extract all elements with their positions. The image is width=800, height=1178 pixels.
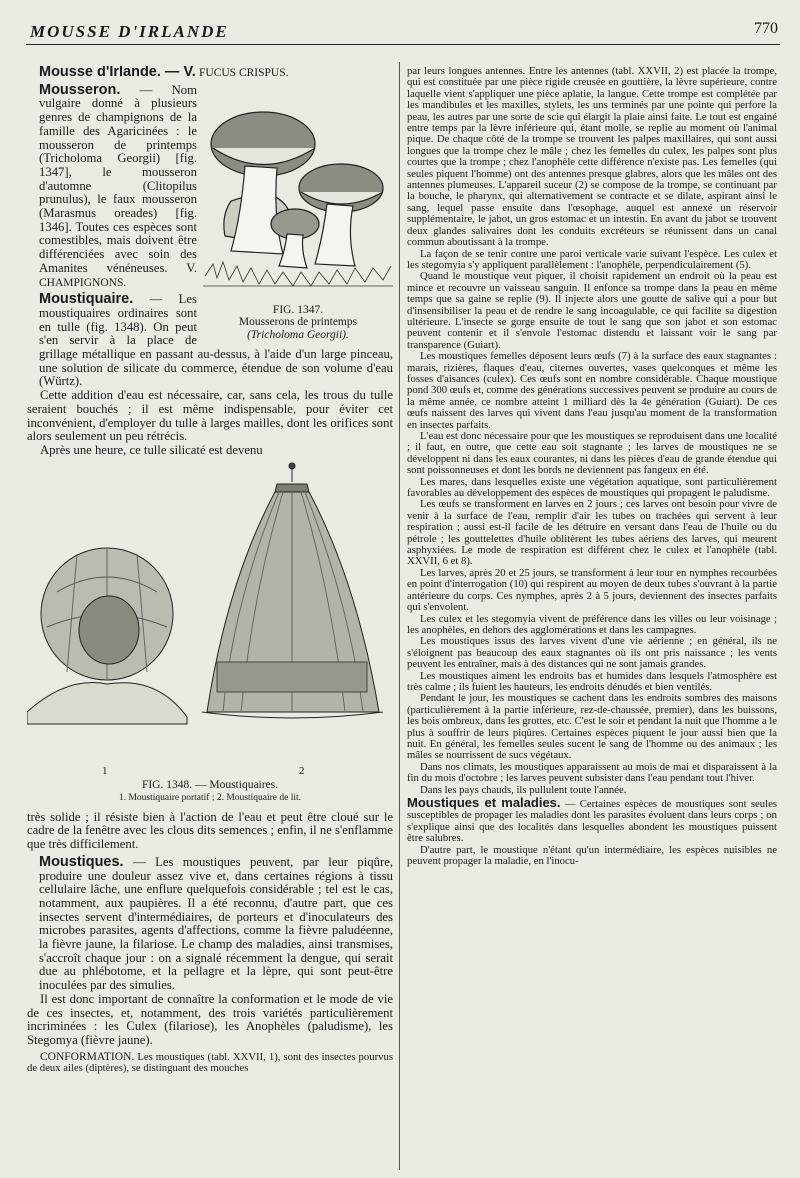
right-paragraph-1: par leurs longues antennes. Entre les antennes (tabl. XXVII, 2) est placée la trompe, qui est constituée par une pièce rigide creusée en gouttière, la lèvre supérieure, contre laquelle vient s'appliquer une pièce aplatie, la langue. Cette trompe est complétée par les mandibules et les maxilles, stylets, les uns terminés par une pointe qui perfore la peau, les autres par une sorte de scie qui élargit la plaie ainsi faite. Le tout est engainé entre temps par la lèvre inférieure qui, étant molle, se replie au moment où l'animal pique. De chaque côté de la trompe se trouvent les palpes maxillaires, qui sont aussi longues que la trompe chez le mâle ; chez les femelles du culex, les palpes sont plus courtes que la trompe ; chez l'anophèle cette différence n'existe pas. Les femelles (qui seules piquent l'homme) ont des antennes presque glabres, alors que les mâles ont des antennes plumeuses. L'appareil suceur (2) se compose de la trompe, se continuant par la bouche, le pharynx, qui alternativement se contracte et se dilate, aspirant ainsi le sang, lequel passe ensuite dans l'œsophage, auquel est annexé un réservoir supplémentaire, le jabot, un gros estomac et un intestin. En avant du jabot se trouvent deux glandes salivaires dont les conduits excréteurs se réunissent dans un canal commun aboutissant à la trompe. <box>407 66 777 249</box>
right-paragraph-14: Dans les pays chauds, ils pullulent toute l'année. <box>420 783 627 796</box>
mosquito-nets-illustration <box>27 462 393 760</box>
mushrooms-illustration <box>203 86 393 304</box>
right-paragraph-4: Les moustiques femelles déposent leurs œufs (7) à la surface des eaux stagnantes : marais, rizières, flaques d'eau, citernes ouvertes, vases quelconques et même les fosses d'aisances (culex). Ces œufs sont en nombre considérable. Chaque moustique pond 300 œufs et, comme des générations successives peuvent se produire au cours de la même année, ce nombre atteint 1 milliard dès la 4e génération (Guiart). De ces œufs naissent des larves qui vivent dans l'eau jusqu'au moment de la transformation en insectes parfaits. <box>407 350 777 431</box>
column-divider <box>399 62 400 1170</box>
figure-1347 <box>203 86 393 342</box>
page-number: 770 <box>754 20 778 37</box>
entry-moustiques: Moustiques. — Les moustiques peuvent, par leur piqûre, produire une douleur assez vive et, dans certaines régions à tissu cellulaire lâche, une enflure quelquefois considérable ; tel est le cas, notamment, aux paupières. Il a été reconnu, d'autre part, que ces insectes servent d'intermédiaires, de porteurs et d'inoculateurs des microbes parasites, agents d'affections, comme la fièvre paludéenne, la fièvre jaune, la filariose. Le champ des maladies, ainsi transmises, s'accroît chaque jour : on a signalé récemment la dengue, qui serait due au phlébotome, et la pellagre et la lèpre, qui sont peut-être inoculées par des simulies. <box>39 853 393 993</box>
right-paragraph-3: Quand le moustique veut piquer, il choisit rapidement un endroit où la peau est mince et recouvre un vaisseau sanguin. Il enfonce sa trompe dans la peau en même temps que sa gaine se replie (9). Il injecte alors une goutte de salive qui a pour but d'insensibiliser la peau et de rendre le sang incoagulable, ce qui facilite sa digestion ultérieure. L'insecte se gorge ensuite de tout le sang que son jabot et son estomac peuvent contenir et il s'envole l'estomac distendu et laissant voir le sang par transparence (Guiart). <box>407 270 777 351</box>
entry-mousse-irlande: Mousse d'Irlande. — V. FUCUS CRISPUS. <box>39 66 289 80</box>
right-paragraph-10: Les moustiques issus des larves vivent d'une vie aérienne ; en général, ils ne s'éloignent pas beaucoup des eaux stagnantes où ils ont pris naissance ; les vents peuvent les entraîner, mais à des distances qui ne sont jamais grandes. <box>407 635 777 671</box>
conformation-section: CONFORMATION. Les moustiques (tabl. XXVII, 1), sont des insectes pourvus de deux ailes (diptères), se distinguant des mouches <box>27 1050 393 1075</box>
right-paragraph-5: L'eau est donc nécessaire pour que les moustiques se reproduisent dans une localité ; il faut, en outre, que cette eau soit stagnante ; les larves de moustiques ne se développent ni dans les eaux courantes, ni dans les pièces d'eau de grande étendue qui sont poissonneuses et dont les bords ne deviennent pas fangeux en été. <box>407 430 777 477</box>
right-paragraph-13: Dans nos climats, les moustiques apparaissent au mois de mai et disparaissent à la fin du mois d'octobre ; les larves peuvent subsister dans l'eau pendant tout l'hiver. <box>407 760 777 785</box>
running-header: MOUSSE D'IRLANDE <box>30 22 229 41</box>
header-rule <box>26 44 780 45</box>
moustiquaire-paragraph-3: Après une heure, ce tulle silicaté est devenu <box>40 442 263 457</box>
right-paragraph-2: La façon de se tenir contre une paroi verticale varie suivant l'espèce. Les culex et les stegomyia s'y appliquent parallèlement : l'anophèle, perpendiculairement (5). <box>407 247 777 271</box>
sublabel-2: 2 <box>299 764 305 777</box>
left-column <box>27 66 393 1166</box>
figure-1348 <box>27 462 393 805</box>
right-paragraph-6: Les mares, dans lesquelles existe une végétation aquatique, sont particulièrement favorables au développement des espèces de moustiques qui propagent le paludisme. <box>407 475 777 500</box>
entry-moustiquaire: Moustiquaire. — Les moustiquaires ordinaires sont en tulle (fig. 1348). On peut s'en servir à la place de grillage métallique en passant au-dessus, à l'aide d'un large pinceau, une solution de silicate du commerce, étendue de son volume d'eau (Würtz). <box>39 291 393 389</box>
right-paragraph-8: Les larves, après 20 et 25 jours, se transforment à leur tour en nymphes recourbées en point d'interrogation (10) qui respirent au moyen de deux tubes s'ouvrant à la partie antérieure du corps. Ces nymphes, après 2 à 5 jours, deviennent des insectes parfaits qui s'envolent. <box>407 566 777 614</box>
figure-1348-sublabels <box>27 765 393 779</box>
figure-1348-caption: FIG. 1348. — Moustiquaires. 1. Moustiquaire portatif ; 2. Moustiquaire de lit. <box>118 778 302 804</box>
entry-mousseron: Mousseron. — Nom vulgaire donné à plusieurs genres de champignons de la famille des Agaricinées : le mousseron de printemps (Tricholoma Georgii) [fig. 1347], le mousseron d'automne (Clitopilus prunulus), le faux mousseron (Marasmus oreades) [fig. 1346]. Toutes ces espèces sont comestibles, mais doivent être différenciées avec soin des Amanites vénéneuses. V. CHAMPIGNONS. <box>39 81 197 289</box>
right-paragraph-9: Les culex et les stegomyia vivent de préférence dans les villes ou leur voisinage ; les anophèles, en dehors des agglomérations et dans les campagnes. <box>407 612 777 636</box>
section-moustiques-maladies: Moustiques et maladies. — Certaines espèces de moustiques sont seules susceptibles de propager les maladies dont les parasites évoluent dans leurs corps ; on s'explique ainsi que des localités dans lesquelles abondent les moustiques puissent être salubres. <box>407 795 777 845</box>
right-paragraph-12: Pendant le jour, les moustiques se cachent dans les endroits sombres des maisons (particulièrement à la partie inférieure, rez-de-chaussée, premier), dans les buissons, les bois ombreux, dans les grottes, etc. C'est le soir et pendant la nuit que l'homme a le plus à souffrir de leurs piqûres. Certaines espèces piquent le jour aussi bien que la nuit. En général, les femelles seules sucent le sang de l'homme ou des animaux ; les mâles se nourrissent de sucs végétaux. <box>407 692 777 762</box>
right-paragraph-15: D'autre part, le moustique n'étant qu'un intermédiaire, les espèces nuisibles ne peuvent propager la maladie, en l'inocu- <box>407 843 777 868</box>
moustiquaire-paragraph-2: Cette addition d'eau est nécessaire, car, sans cela, les trous du tulle seraient bouchés ; il est même indispensable, pour éviter cet inconvénient, d'employer du tulle à larges mailles, dont les orifices sont alors seulement un peu rétrécis. <box>27 388 393 444</box>
figure-1347-caption: FIG. 1347. Mousserons de printemps (Tricholoma Georgii). <box>238 303 358 341</box>
moustiquaire-continuation: très solide ; il résiste bien à l'action de l'eau et peut être cloué sur le cadre de la fenêtre avec les clous dits semences ; enfin, il ne s'enflamme que très difficilement. <box>27 809 393 852</box>
right-paragraph-11: Les moustiques aiment les endroits bas et humides dans lesquels l'atmosphère est très calme ; ils fuient les hauteurs, les endroits dénudés et bien ventilés. <box>407 669 777 693</box>
moustiques-paragraph-2: Il est donc important de connaître la conformation et le mode de vie de ces insectes, et, notamment, des trois variétés particulièrement incriminées : les Culex (filariose), les Anophèles (paludisme), les Stegomya (fièvre jaune). <box>27 991 393 1047</box>
right-column <box>407 66 777 1166</box>
sublabel-1: 1 <box>102 764 108 777</box>
right-paragraph-7: Les œufs se transforment en larves en 2 jours ; ces larves ont besoin pour vivre de venir à la surface de l'eau, remplir d'air les tubes ou trachées qui servent à leur respiration ; aussi est-il facile de les détruire en versant dans l'eau de l'huile ou du pétrole ; les gouttelettes d'huile oblitèrent les tubes aériens des larves, qui meurent asphyxiées. Le mode de respiration est différent chez le culex et l'anophèle (tabl. XXVII, 6 et 8). <box>407 498 777 568</box>
